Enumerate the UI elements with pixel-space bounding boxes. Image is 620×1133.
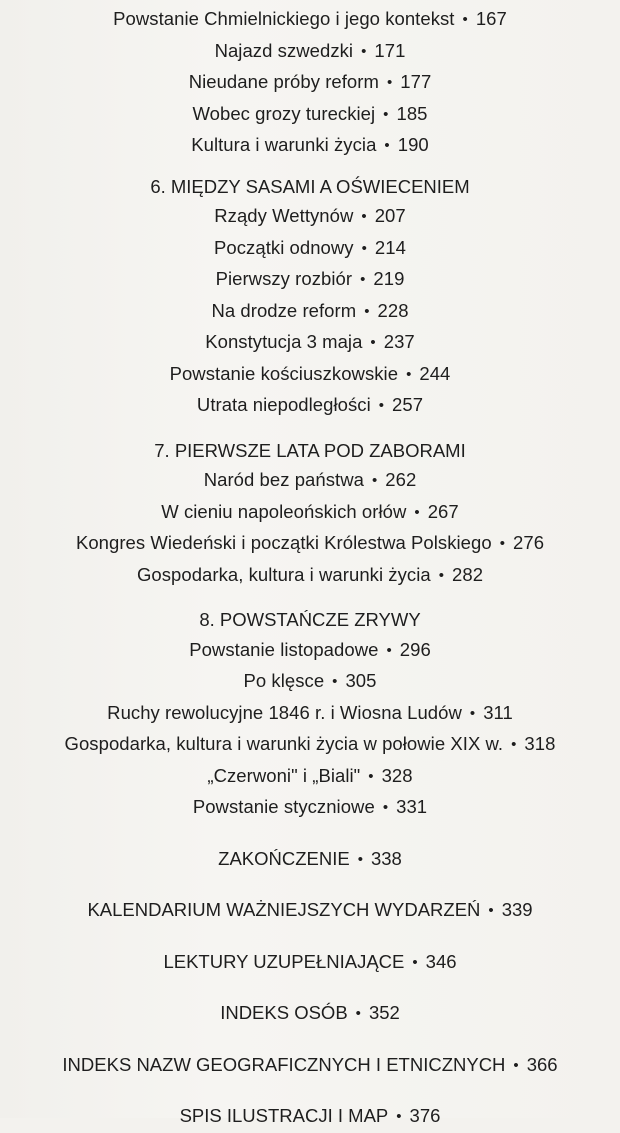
entry-title: Wobec grozy tureckiej: [192, 102, 376, 124]
bullet-separator: •: [361, 42, 367, 60]
entry-title: Gospodarka, kultura i warunki życia: [136, 563, 431, 585]
toc-entry: [0, 560, 620, 592]
bullet-separator: •: [414, 503, 420, 521]
entry-page: 331: [396, 796, 428, 817]
bullet-separator: •: [499, 535, 506, 552]
table-of-contents: [0, 4, 620, 1133]
entry-title: Pierwszy rozbiór: [215, 268, 353, 289]
bullet-separator: •: [513, 1056, 519, 1074]
entry-page: 296: [399, 638, 431, 660]
bullet-separator: •: [438, 566, 445, 584]
entry-page: 262: [385, 469, 417, 490]
bullet-separator: •: [361, 239, 367, 257]
toc-section: [0, 998, 620, 1030]
entry-title: Najazd szwedzki: [214, 39, 354, 61]
toc-entry: [0, 4, 620, 36]
bullet-separator: •: [370, 334, 376, 351]
bullet-separator: •: [469, 704, 476, 722]
toc-section: [0, 844, 620, 876]
entry-title: Kultura i warunki życia: [191, 134, 377, 155]
entry-page: 276: [513, 532, 545, 553]
entry-page: 282: [452, 563, 484, 585]
toc-entry: [0, 67, 620, 99]
toc-entry: [0, 497, 620, 529]
entry-page: 171: [374, 39, 406, 61]
entry-title: Powstanie listopadowe: [189, 638, 379, 660]
section-page: 338: [370, 847, 402, 869]
bullet-separator: •: [360, 271, 366, 288]
entry-page: 190: [397, 134, 429, 155]
entry-title: Gospodarka, kultura i warunki życia w połowie XIX w.: [64, 733, 504, 754]
entry-page: 328: [381, 764, 413, 786]
toc-entry: [0, 264, 620, 296]
entry-title: Po klęsce: [243, 670, 325, 691]
toc-entry: [0, 761, 620, 793]
bullet-separator: •: [386, 641, 392, 659]
entry-page: 167: [475, 8, 507, 29]
entry-title: Konstytucja 3 maja: [205, 331, 363, 352]
toc-section: [0, 895, 620, 927]
entry-title: Powstanie styczniowe: [192, 796, 375, 817]
bullet-separator: •: [378, 397, 385, 414]
section-title: KALENDARIUM WAŻNIEJSZYCH WYDARZEŃ: [87, 899, 481, 920]
chapter-heading: 6. MIĘDZY SASAMI A OŚWIECENIEM: [150, 175, 470, 197]
entry-title: Powstanie kościuszkowskie: [169, 362, 399, 384]
toc-entry: [0, 327, 620, 359]
toc-entry: [0, 359, 620, 391]
section-page: 366: [526, 1053, 558, 1075]
bullet-separator: •: [364, 302, 370, 320]
bullet-separator: •: [371, 472, 378, 489]
toc-entry: [0, 390, 620, 422]
toc-entry: [0, 698, 620, 730]
section-title: INDEKS OSÓB: [220, 1002, 348, 1023]
entry-page: 237: [383, 331, 415, 352]
section-title: SPIS ILUSTRACJI I MAP: [179, 1105, 389, 1126]
toc-entry: [0, 36, 620, 68]
entry-page: 214: [374, 236, 406, 258]
bullet-separator: •: [406, 365, 412, 383]
entry-page: 311: [483, 701, 513, 723]
entry-page: 185: [396, 102, 428, 124]
section-page: 346: [425, 950, 457, 972]
toc-section: [0, 1050, 620, 1082]
toc-entry: [0, 666, 620, 698]
entry-title: Początki odnowy: [214, 236, 354, 258]
bullet-separator: •: [412, 953, 418, 971]
bullet-separator: •: [386, 74, 393, 91]
entry-title: Na drodze reform: [211, 299, 357, 321]
section-title: ZAKOŃCZENIE: [218, 847, 350, 869]
entry-title: Ruchy rewolucyjne 1846 r. i Wiosna Ludów: [107, 701, 462, 723]
entry-page: 228: [377, 299, 409, 321]
toc-entry: [0, 201, 620, 233]
entry-page: 305: [345, 670, 377, 691]
entry-title: Nieudane próby reform: [188, 71, 379, 92]
entry-page: 177: [400, 71, 432, 92]
bullet-separator: •: [383, 105, 389, 123]
bullet-separator: •: [511, 736, 517, 753]
toc-entry: [0, 296, 620, 328]
section-page: 339: [501, 899, 533, 920]
entry-title: Powstanie Chmielnickiego i jego kontekst: [113, 8, 455, 29]
entry-page: 219: [373, 268, 405, 289]
bullet-separator: •: [355, 1005, 361, 1022]
toc-entry: [0, 528, 620, 560]
chapter-heading: 8. POWSTAŃCZE ZRYWY: [199, 609, 421, 630]
entry-page: 207: [374, 205, 406, 226]
toc-entry: [0, 635, 620, 667]
toc-entry: [0, 729, 620, 761]
toc-entry: [0, 792, 620, 824]
entry-title: Rządy Wettynów: [214, 205, 354, 226]
toc-entry: [0, 233, 620, 265]
entry-page: 257: [392, 394, 424, 415]
bullet-separator: •: [361, 208, 367, 225]
entry-title: Utrata niepodległości: [196, 394, 371, 415]
entry-page: 267: [427, 500, 459, 522]
bullet-separator: •: [462, 11, 468, 28]
entry-title: W cieniu napoleońskich orłów: [161, 500, 407, 522]
bullet-separator: •: [382, 799, 389, 816]
toc-entry: [0, 130, 620, 162]
bullet-separator: •: [368, 767, 374, 785]
toc-section: [0, 1101, 620, 1133]
section-page: 352: [368, 1002, 400, 1023]
toc-entry: [0, 99, 620, 131]
chapter-heading: 7. PIERWSZE LATA POD ZABORAMI: [154, 439, 466, 461]
toc-entry: [0, 465, 620, 497]
bullet-separator: •: [357, 850, 363, 868]
bullet-separator: •: [488, 902, 494, 919]
section-page: 376: [409, 1105, 441, 1126]
bullet-separator: •: [396, 1108, 402, 1125]
bullet-separator: •: [384, 137, 390, 154]
section-title: LEKTURY UZUPEŁNIAJĄCE: [163, 950, 405, 972]
section-title: INDEKS NAZW GEOGRAFICZNYCH I ETNICZNYCH: [62, 1053, 506, 1075]
bullet-separator: •: [332, 673, 338, 690]
entry-title: „Czerwoni" i „Biali": [207, 764, 361, 786]
entry-title: Kongres Wiedeński i początki Królestwa Polskiego: [75, 532, 492, 553]
toc-section: [0, 947, 620, 979]
entry-page: 318: [524, 733, 556, 754]
entry-page: 244: [419, 362, 451, 384]
entry-title: Naród bez państwa: [203, 469, 364, 490]
